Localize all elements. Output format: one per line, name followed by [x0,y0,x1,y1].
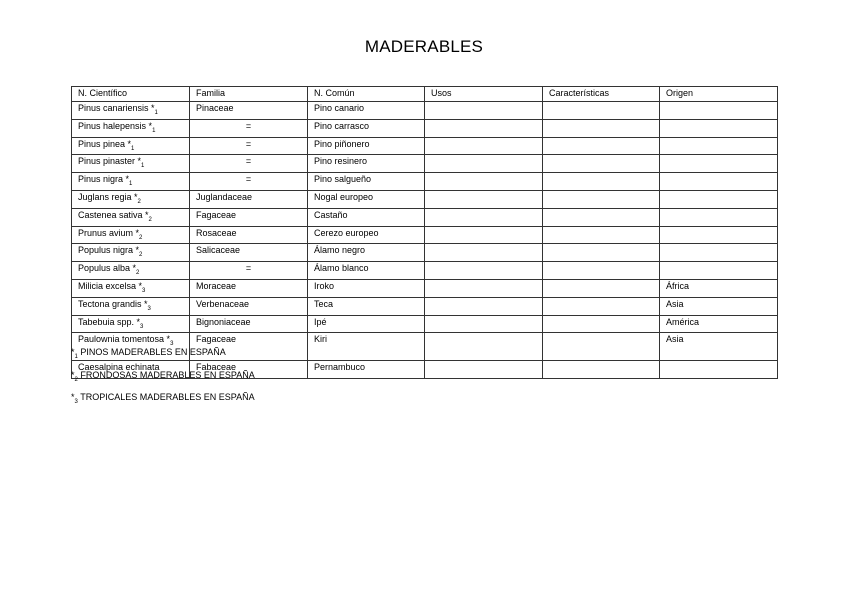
cell-comun: Pernambuco [308,361,425,379]
cell-cientifico: Castenea sativa $*_2$ [72,208,190,226]
cell-familia: Salicaceae [190,244,308,262]
cell-comun: Teca [308,297,425,315]
cell-origen [660,226,778,244]
cell-familia: Pinaceae [190,102,308,120]
cell-comun: Cerezo europeo [308,226,425,244]
cell-caracteristicas [543,119,660,137]
table-row [72,297,778,315]
cell-cientifico: Milicia excelsa $*_3$ [72,279,190,297]
table-row [72,155,778,173]
cell-cientifico: Prunus avium $*_2$ [72,226,190,244]
cell-comun: Álamo blanco [308,262,425,280]
cell-origen [660,190,778,208]
cell-comun: Kiri [308,333,425,361]
cell-usos [425,361,543,379]
table-body [72,102,778,379]
cell-caracteristicas [543,244,660,262]
table-row [72,315,778,333]
cell-comun: Pino salgueño [308,173,425,191]
header-cientifico: N. Científico [72,87,190,102]
cell-familia: Fagaceae [190,333,308,361]
table-header-row [72,87,778,102]
cell-origen [660,208,778,226]
cell-familia: Rosaceae [190,226,308,244]
table-row [72,173,778,191]
cell-usos [425,333,543,361]
header-caracteristicas: Características [543,87,660,102]
cell-origen [660,262,778,280]
table-row [72,208,778,226]
header-familia: Familia [190,87,308,102]
cell-caracteristicas [543,226,660,244]
cell-caracteristicas [543,190,660,208]
cell-usos [425,226,543,244]
cell-caracteristicas [543,173,660,191]
cell-usos [425,102,543,120]
cell-cientifico: Populus alba $*_2$ [72,262,190,280]
cell-usos [425,262,543,280]
cell-origen [660,137,778,155]
cell-cientifico: Pinus nigra $*_1$ [72,173,190,191]
cell-cientifico: Pinus pinaster $*_1$ [72,155,190,173]
cell-usos [425,173,543,191]
cell-usos [425,297,543,315]
table-row [72,262,778,280]
cell-comun: Pino piñonero [308,137,425,155]
cell-cientifico: Tectona grandis $*_3$ [72,297,190,315]
cell-origen: África [660,279,778,297]
cell-familia: Bignoniaceae [190,315,308,333]
cell-caracteristicas [543,262,660,280]
cell-origen [660,173,778,191]
table-row [72,226,778,244]
cell-familia: Fabaceae [190,361,308,379]
cell-usos [425,137,543,155]
cell-usos [425,279,543,297]
cell-familia: Juglandaceae [190,190,308,208]
cell-usos [425,190,543,208]
cell-cientifico: Paulownia tomentosa $*_3$ [72,333,190,361]
header-usos: Usos [425,87,543,102]
cell-origen [660,119,778,137]
footnotes [71,347,255,415]
species-table [71,86,778,379]
cell-cientifico: Pinus halepensis $*_1$ [72,119,190,137]
cell-caracteristicas [543,155,660,173]
footnote: $*_1$ PINOS MADERABLES EN ESPAÑA [71,347,226,360]
cell-cientifico: Pinus canariensis $*_1$ [72,102,190,120]
cell-caracteristicas [543,333,660,361]
cell-usos [425,155,543,173]
cell-familia: = [190,173,308,191]
cell-origen [660,155,778,173]
table-row [72,190,778,208]
cell-usos [425,244,543,262]
header-comun: N. Común [308,87,425,102]
cell-cientifico: Tabebuia spp. $*_3$ [72,315,190,333]
cell-caracteristicas [543,137,660,155]
table-row [72,102,778,120]
cell-origen: Asia [660,333,778,361]
footnote: $*_2$ FRONDOSAS MADERABLES EN ESPAÑA [71,369,255,383]
cell-usos [425,119,543,137]
cell-familia: = [190,262,308,280]
cell-caracteristicas [543,297,660,315]
table-row [72,279,778,297]
cell-familia: = [190,119,308,137]
cell-familia: Fagaceae [190,208,308,226]
cell-comun: Iroko [308,279,425,297]
cell-caracteristicas [543,208,660,226]
table-row [72,137,778,155]
cell-origen [660,244,778,262]
cell-usos [425,208,543,226]
cell-comun: Pino resinero [308,155,425,173]
cell-origen [660,102,778,120]
cell-cientifico: Populus nigra $*_2$ [72,244,190,262]
cell-comun: Álamo negro [308,244,425,262]
cell-caracteristicas [543,279,660,297]
cell-origen: América [660,315,778,333]
cell-usos [425,315,543,333]
cell-comun: Pino carrasco [308,119,425,137]
cell-familia: = [190,137,308,155]
cell-caracteristicas [543,361,660,379]
cell-caracteristicas [543,102,660,120]
table-row [72,119,778,137]
cell-familia: Moraceae [190,279,308,297]
cell-familia: Verbenaceae [190,297,308,315]
cell-comun: Ipé [308,315,425,333]
cell-cientifico: Caesalpina echinata [72,361,190,379]
footnote: $*_3$ TROPICALES MADERABLES EN ESPAÑA [71,392,255,405]
cell-comun: Nogal europeo [308,190,425,208]
page-title: MADERABLES [364,37,484,56]
cell-cientifico: Pinus pinea $*_1$ [72,137,190,155]
cell-familia: = [190,155,308,173]
cell-comun: Castaño [308,208,425,226]
table-row [72,244,778,262]
cell-origen: Asia [660,297,778,315]
cell-cientifico: Juglans regia $*_2$ [72,190,190,208]
cell-caracteristicas [543,315,660,333]
header-origen: Origen [660,87,778,102]
cell-comun: Pino canario [308,102,425,120]
cell-origen [660,361,778,379]
